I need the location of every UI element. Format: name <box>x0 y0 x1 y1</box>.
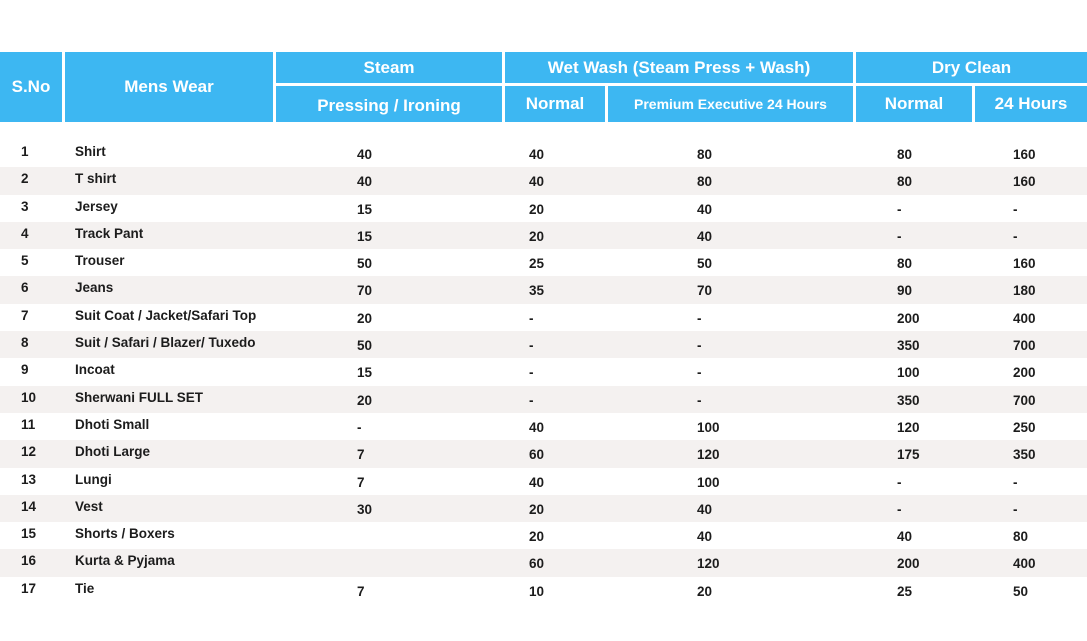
cell-sno: 15 <box>21 526 37 542</box>
cell-item: Suit Coat / Jacket/Safari Top <box>75 307 257 323</box>
cell-wet-premium-price: - <box>697 338 702 354</box>
header-wet-normal: Normal <box>505 86 605 122</box>
cell-wet-premium-price: - <box>697 365 702 381</box>
cell-steam-price: 15 <box>357 228 373 244</box>
cell-sno: 17 <box>21 580 37 596</box>
cell-dry-normal-price: 200 <box>897 310 920 326</box>
cell-dry-24-price: 80 <box>1013 529 1029 545</box>
cell-dry-24-price: - <box>1013 474 1018 490</box>
cell-dry-normal-price: 80 <box>897 147 913 162</box>
cell-sno: 5 <box>21 253 29 269</box>
cell-dry-24-price: 180 <box>1013 283 1036 299</box>
cell-item: Dhoti Small <box>75 416 150 432</box>
cell-dry-24-price: 400 <box>1013 556 1036 572</box>
cell-sno: 14 <box>21 498 37 514</box>
cell-dry-24-price: 250 <box>1013 419 1036 435</box>
cell-wet-premium-price: 80 <box>697 174 713 190</box>
cell-steam-price: 15 <box>357 201 373 217</box>
table-row <box>0 331 1087 358</box>
cell-dry-normal-price: 40 <box>897 529 913 545</box>
cell-item: Vest <box>75 498 103 514</box>
cell-steam-price: 7 <box>357 583 365 599</box>
cell-sno: 7 <box>21 307 29 323</box>
cell-dry-normal-price: - <box>897 501 902 517</box>
cell-steam-price: 50 <box>357 256 373 272</box>
cell-item: Shorts / Boxers <box>75 526 175 542</box>
table-row <box>0 549 1087 576</box>
cell-steam-price: 15 <box>357 365 373 381</box>
table-row <box>0 195 1087 222</box>
cell-dry-24-price: 350 <box>1013 447 1036 463</box>
header-item: Mens Wear <box>65 52 273 122</box>
cell-wet-premium-price: 80 <box>697 147 713 162</box>
cell-dry-normal-price: - <box>897 201 902 217</box>
cell-steam-price: 20 <box>357 310 373 326</box>
table-row <box>0 249 1087 276</box>
cell-dry-normal-price: 350 <box>897 338 920 354</box>
cell-sno: 3 <box>21 198 29 214</box>
table-row <box>0 468 1087 495</box>
cell-wet-normal-price: 60 <box>529 556 545 572</box>
cell-dry-24-price: - <box>1013 228 1018 244</box>
cell-wet-premium-price: 120 <box>697 447 720 463</box>
table-row <box>0 140 1087 167</box>
cell-sno: 8 <box>21 335 29 351</box>
cell-wet-normal-price: 60 <box>529 447 545 463</box>
cell-wet-normal-price: 40 <box>529 147 545 162</box>
cell-dry-normal-price: - <box>897 228 902 244</box>
cell-dry-normal-price: 175 <box>897 447 920 463</box>
cell-steam-price: 40 <box>357 147 373 162</box>
cell-steam-price: 30 <box>357 501 373 517</box>
table-row <box>0 495 1087 522</box>
table-row <box>0 413 1087 440</box>
cell-wet-premium-price: 100 <box>697 474 720 490</box>
cell-steam-price: 70 <box>357 283 373 299</box>
cell-wet-normal-price: - <box>529 338 534 354</box>
cell-dry-24-price: 700 <box>1013 392 1036 408</box>
cell-dry-24-price: - <box>1013 201 1018 217</box>
cell-dry-normal-price: 25 <box>897 583 913 599</box>
cell-wet-normal-price: 25 <box>529 256 545 272</box>
table-row <box>0 167 1087 194</box>
cell-wet-premium-price: - <box>697 392 702 408</box>
cell-wet-normal-price: 10 <box>529 583 545 599</box>
cell-dry-24-price: 400 <box>1013 310 1036 326</box>
cell-dry-normal-price: 120 <box>897 419 920 435</box>
cell-steam-price: 7 <box>357 474 365 490</box>
table-row <box>0 522 1087 549</box>
cell-sno: 4 <box>21 225 29 241</box>
cell-dry-normal-price: 80 <box>897 174 913 190</box>
header-wet-wash: Wet Wash (Steam Press + Wash) <box>505 52 853 83</box>
cell-steam-price: 7 <box>357 447 365 463</box>
cell-sno: 13 <box>21 471 37 487</box>
cell-item: Trouser <box>75 253 125 269</box>
table-row <box>0 222 1087 249</box>
header-wet-premium: Premium Executive 24 Hours <box>608 86 853 122</box>
cell-item: Tie <box>75 580 95 596</box>
cell-sno: 10 <box>21 389 37 405</box>
cell-steam-price: 20 <box>357 392 373 408</box>
table-row <box>0 304 1087 331</box>
cell-wet-premium-price: 50 <box>697 256 713 272</box>
cell-item: Jeans <box>75 280 114 296</box>
header-steam-sub: Pressing / Ironing <box>276 86 502 122</box>
cell-sno: 12 <box>21 444 37 460</box>
table-row <box>0 440 1087 467</box>
cell-dry-normal-price: 200 <box>897 556 920 572</box>
cell-dry-24-price: 700 <box>1013 338 1036 354</box>
cell-sno: 9 <box>21 362 29 378</box>
cell-item: Track Pant <box>75 225 144 241</box>
cell-wet-normal-price: - <box>529 365 534 381</box>
cell-item: T shirt <box>75 171 117 187</box>
cell-dry-24-price: 160 <box>1013 147 1036 162</box>
table-row <box>0 577 1087 604</box>
cell-item: Lungi <box>75 471 112 487</box>
cell-dry-24-price: 160 <box>1013 256 1036 272</box>
cell-wet-normal-price: 20 <box>529 201 545 217</box>
cell-dry-24-price: - <box>1013 501 1018 517</box>
header-steam: Steam <box>276 52 502 83</box>
header-sno: S.No <box>0 52 62 122</box>
cell-wet-premium-price: 40 <box>697 228 713 244</box>
price-table-body <box>0 140 1087 604</box>
cell-wet-premium-price: 70 <box>697 283 713 299</box>
cell-sno: 6 <box>21 280 29 296</box>
cell-sno: 16 <box>21 553 37 569</box>
cell-wet-normal-price: - <box>529 310 534 326</box>
cell-item: Shirt <box>75 144 106 159</box>
cell-dry-24-price: 50 <box>1013 583 1029 599</box>
cell-wet-premium-price: 120 <box>697 556 720 572</box>
cell-wet-premium-price: - <box>697 310 702 326</box>
table-row <box>0 386 1087 413</box>
cell-dry-normal-price: 80 <box>897 256 913 272</box>
cell-dry-normal-price: - <box>897 474 902 490</box>
header-dry-24: 24 Hours <box>975 86 1087 122</box>
cell-dry-normal-price: 350 <box>897 392 920 408</box>
cell-wet-premium-price: 40 <box>697 529 713 545</box>
cell-dry-24-price: 160 <box>1013 174 1036 190</box>
cell-steam-price: 50 <box>357 338 373 354</box>
cell-item: Incoat <box>75 362 115 378</box>
cell-wet-premium-price: 40 <box>697 201 713 217</box>
cell-steam-price: 40 <box>357 174 373 190</box>
cell-wet-normal-price: 40 <box>529 419 545 435</box>
header-dry-normal: Normal <box>856 86 972 122</box>
cell-steam-price: - <box>357 419 362 435</box>
cell-wet-premium-price: 20 <box>697 583 713 599</box>
cell-wet-normal-price: 20 <box>529 529 545 545</box>
cell-wet-premium-price: 100 <box>697 419 720 435</box>
cell-wet-normal-price: - <box>529 392 534 408</box>
table-row <box>0 276 1087 303</box>
cell-wet-normal-price: 20 <box>529 228 545 244</box>
cell-wet-normal-price: 40 <box>529 174 545 190</box>
cell-dry-normal-price: 100 <box>897 365 920 381</box>
cell-wet-premium-price: 40 <box>697 501 713 517</box>
cell-wet-normal-price: 20 <box>529 501 545 517</box>
cell-item: Suit / Safari / Blazer/ Tuxedo <box>75 335 256 351</box>
cell-wet-normal-price: 40 <box>529 474 545 490</box>
table-row <box>0 358 1087 385</box>
cell-dry-normal-price: 90 <box>897 283 913 299</box>
cell-sno: 11 <box>21 416 36 432</box>
cell-sno: 1 <box>21 144 29 159</box>
cell-wet-normal-price: 35 <box>529 283 545 299</box>
cell-item: Jersey <box>75 198 118 214</box>
header-dry-clean: Dry Clean <box>856 52 1087 83</box>
cell-item: Kurta & Pyjama <box>75 553 175 569</box>
cell-item: Dhoti Large <box>75 444 151 460</box>
cell-item: Sherwani FULL SET <box>75 389 204 405</box>
cell-sno: 2 <box>21 171 29 187</box>
cell-dry-24-price: 200 <box>1013 365 1036 381</box>
